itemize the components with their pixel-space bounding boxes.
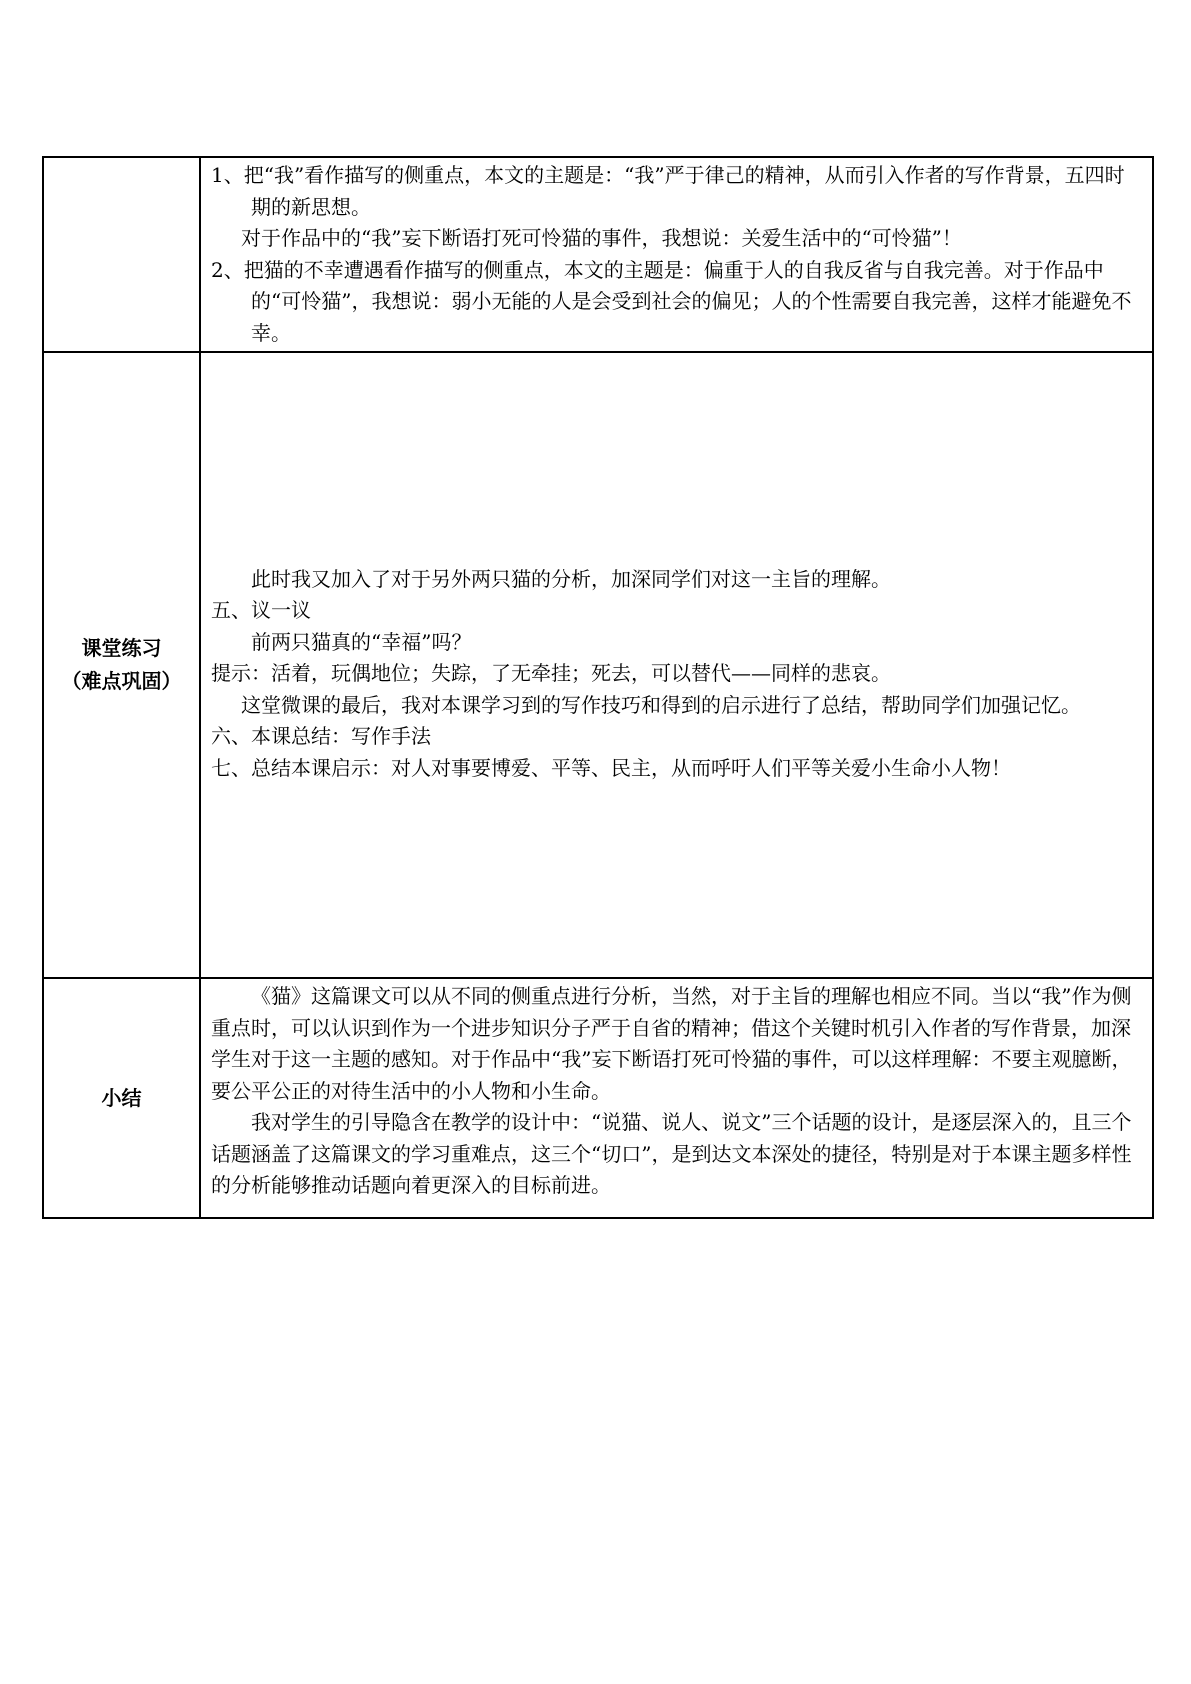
analysis-point-1: 1、把“我”看作描写的侧重点，本文的主题是：“我”严于律己的精神，从而引入作者的写作背景，五四时期的新思想。 [211, 163, 1125, 219]
practice-hint: 提示：活着，玩偶地位；失踪，了无牵挂；死去，可以替代——同样的悲哀。 [211, 661, 891, 686]
table-row-analysis [43, 157, 1153, 352]
summary-paragraph-2: 我对学生的引导隐含在教学的设计中：“说猫、说人、说文”三个话题的设计，是逐层深入的，且三个话题涵盖了这篇课文的学习重难点，这三个“切口”，是到达文本深处的捷径，特别是对于本课主题多样性的分析能够推动话题向着更深入的目标前进。 [211, 1110, 1132, 1197]
row-label-summary: 小结 [43, 978, 200, 1218]
practice-label-line1: 课堂练习 [81, 636, 162, 660]
row-content-analysis [200, 157, 1153, 352]
analysis-point-2: 2、把猫的不幸遭遇看作描写的侧重点，本文的主题是：偏重于人的自我反省与自我完善。对于作品中的“可怜猫”，我想说：弱小无能的人是会受到社会的偏见；人的个性需要自我完善，这样才能避免不幸。 [211, 257, 1132, 345]
row-content-practice [200, 352, 1153, 978]
lesson-table [42, 156, 1154, 1219]
practice-section-6: 六、本课总结：写作手法 [211, 724, 431, 749]
row-content-summary [200, 978, 1153, 1218]
practice-intro: 此时我又加入了对于另外两只猫的分析，加深同学们对这一主旨的理解。 [251, 566, 891, 591]
practice-section-7: 七、总结本课启示：对人对事要博爱、平等、民主，从而呼吁人们平等关爱小生命小人物！ [211, 755, 1011, 780]
practice-section-5: 五、议一议 [211, 598, 311, 623]
table-row-practice [43, 352, 1153, 978]
table-row-summary [43, 978, 1153, 1218]
row-label-practice [43, 352, 200, 978]
practice-conclusion: 这堂微课的最后，我对本课学习到的写作技巧和得到的启示进行了总结，帮助同学们加强记忆。 [241, 692, 1081, 717]
analysis-note: 对于作品中的“我”妄下断语打死可怜猫的事件，我想说：关爱生活中的“可怜猫”！ [241, 226, 962, 250]
practice-question: 前两只猫真的“幸福”吗？ [251, 629, 472, 654]
row-label-analysis [43, 157, 200, 352]
practice-label-line2: （难点巩固） [61, 669, 182, 693]
summary-paragraph-1: 《猫》这篇课文可以从不同的侧重点进行分析，当然，对于主旨的理解也相应不同。当以“我”作为侧重点时，可以认识到作为一个进步知识分子严于自省的精神；借这个关键时机引入作者的写作背景，加深学生对于这一主题的感知。对于作品中“我”妄下断语打死可怜猫的事件，可以这样理解：不要主观臆断，要公平公正的对待生活中的小人物和小生命。 [211, 984, 1132, 1103]
